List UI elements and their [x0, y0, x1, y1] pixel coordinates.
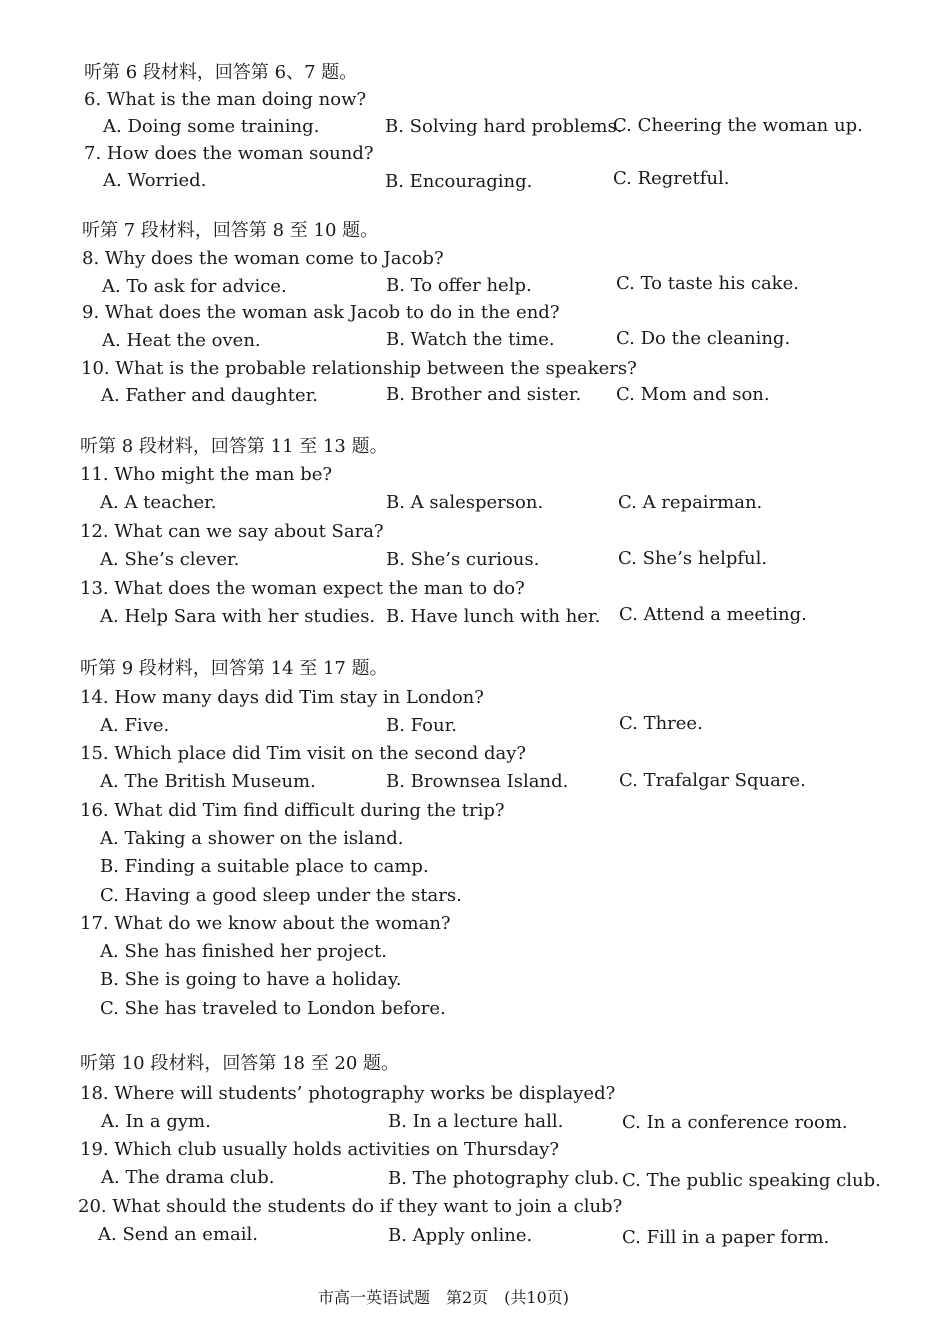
question: 12. What can we say about Sara?: [80, 521, 384, 542]
question: 13. What does the woman expect the man to do?: [80, 578, 525, 599]
option: C. The public speaking club.: [622, 1170, 881, 1191]
question: 8. Why does the woman come to Jacob?: [82, 248, 444, 269]
option: C. Attend a meeting.: [619, 604, 807, 625]
section-heading: 听第 6 段材料，回答第 6、7 题。: [84, 62, 358, 83]
option: A. A teacher.: [100, 492, 217, 513]
section-heading: 听第 10 段材料，回答第 18 至 20 题。: [80, 1053, 400, 1074]
option: B. Have lunch with her.: [386, 606, 601, 627]
option: B. She is going to have a holiday.: [100, 969, 402, 990]
option: B. Brother and sister.: [386, 384, 582, 405]
option: A. Worried.: [103, 170, 207, 191]
question: 9. What does the woman ask Jacob to do in the end?: [82, 302, 560, 323]
question: 6. What is the man doing now?: [84, 89, 367, 110]
option: A. She has finished her project.: [100, 941, 387, 962]
section-heading: 听第 7 段材料，回答第 8 至 10 题。: [82, 220, 379, 241]
option: B. Finding a suitable place to camp.: [100, 856, 429, 877]
question: 7. How does the woman sound?: [84, 143, 374, 164]
section-heading: 听第 9 段材料，回答第 14 至 17 题。: [80, 658, 388, 679]
option: B. Brownsea Island.: [386, 771, 569, 792]
question: 10. What is the probable relationship between the speakers?: [81, 358, 637, 379]
option: B. A salesperson.: [386, 492, 544, 513]
option: A. She’s clever.: [100, 549, 240, 570]
option: A. Taking a shower on the island.: [100, 828, 404, 849]
option: A. Five.: [100, 715, 170, 736]
option: C. Mom and son.: [616, 384, 770, 405]
option: B. Encouraging.: [385, 171, 533, 192]
option: C. Cheering the woman up.: [613, 115, 863, 136]
option: B. Solving hard problems.: [385, 116, 623, 137]
question: 11. Who might the man be?: [80, 464, 333, 485]
option: A. Help Sara with her studies.: [100, 606, 376, 627]
option: C. She’s helpful.: [618, 548, 768, 569]
option: C. Trafalgar Square.: [619, 770, 806, 791]
question: 20. What should the students do if they want to join a club?: [78, 1196, 623, 1217]
option: B. She’s curious.: [386, 549, 540, 570]
option: C. In a conference room.: [622, 1112, 848, 1133]
option: B. In a lecture hall.: [388, 1111, 564, 1132]
option: C. Do the cleaning.: [616, 328, 791, 349]
option: B. Apply online.: [388, 1225, 533, 1246]
question: 14. How many days did Tim stay in London?: [80, 687, 484, 708]
question: 18. Where will students’ photography works be displayed?: [80, 1083, 616, 1104]
question: 16. What did Tim find difficult during the trip?: [80, 800, 505, 821]
option: C. A repairman.: [618, 492, 763, 513]
option: B. Watch the time.: [386, 329, 555, 350]
option: C. She has traveled to London before.: [100, 998, 446, 1019]
option: A. Heat the oven.: [102, 330, 261, 351]
option: C. Three.: [619, 713, 703, 734]
question: 15. Which place did Tim visit on the second day?: [80, 743, 527, 764]
option: B. To offer help.: [386, 275, 532, 296]
section-heading: 听第 8 段材料，回答第 11 至 13 题。: [80, 436, 388, 457]
option: A. In a gym.: [101, 1111, 211, 1132]
option: A. To ask for advice.: [102, 276, 287, 297]
option: B. The photography club.: [388, 1168, 620, 1189]
option: C. Fill in a paper form.: [622, 1227, 830, 1248]
option: A. Father and daughter.: [101, 385, 319, 406]
option: A. Doing some training.: [103, 116, 320, 137]
option: A. Send an email.: [98, 1224, 258, 1245]
option: C. Having a good sleep under the stars.: [100, 885, 462, 906]
question: 19. Which club usually holds activities on Thursday?: [80, 1139, 560, 1160]
question: 17. What do we know about the woman?: [80, 913, 451, 934]
option: A. The drama club.: [101, 1167, 275, 1188]
page-footer: 市高一英语试题 第2页 (共10页): [318, 1288, 570, 1307]
option: C. Regretful.: [613, 168, 730, 189]
option: A. The British Museum.: [100, 771, 316, 792]
option: B. Four.: [386, 715, 457, 736]
option: C. To taste his cake.: [616, 273, 799, 294]
